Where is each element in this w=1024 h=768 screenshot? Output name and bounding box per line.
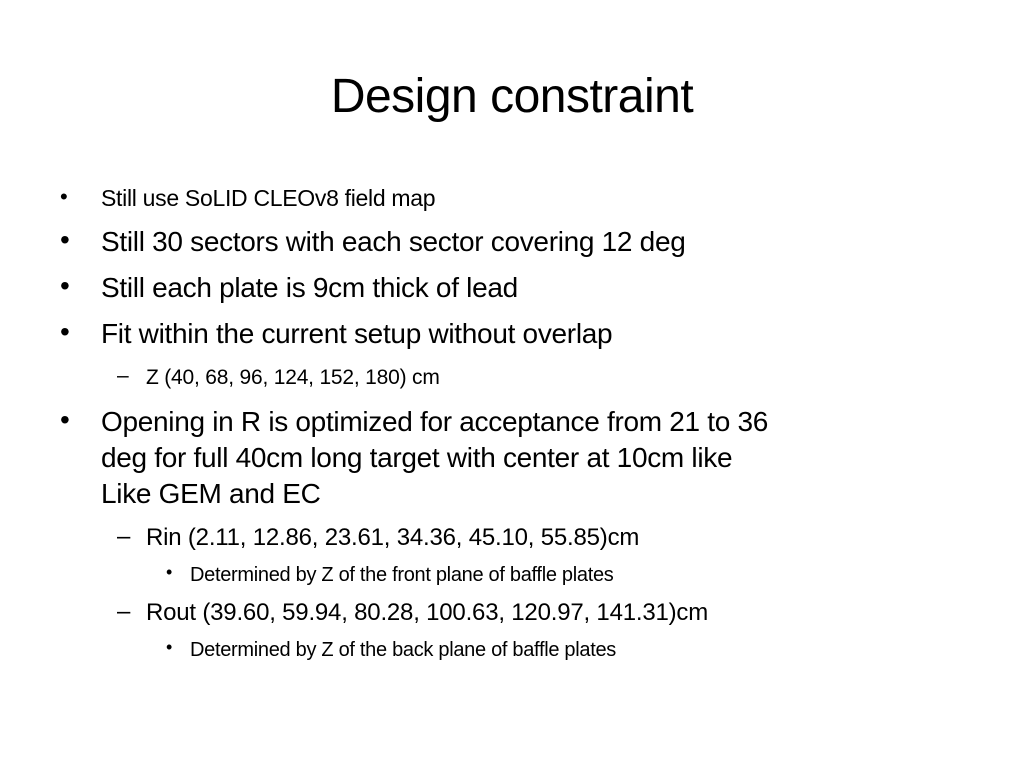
dash-icon: – [117,598,131,625]
bullet-dot-icon: • [60,404,70,435]
dash-icon: – [117,523,131,550]
slide-title: Design constraint [330,70,694,123]
bullet-dot-icon: • [60,184,68,209]
bullet-text-line: Like GEM and EC [101,478,321,509]
bullet-dot-icon: • [60,270,70,301]
bullet-text-line: deg for full 40cm long target with center at 10cm like [101,442,733,473]
bullet-dot-icon: • [166,637,173,657]
sub-sub-bullet-text: Determined by Z of the front plane of baffle plates [190,564,614,586]
bullet-text: Fit within the current setup without overlap [101,318,613,349]
bullet-text: Still each plate is 9cm thick of lead [101,272,518,303]
bullet-dot-icon: • [60,316,70,347]
sub-bullet-text: Z (40, 68, 96, 124, 152, 180) cm [146,366,440,389]
bullet-text: Still use SoLID CLEOv8 field map [101,185,436,211]
dash-icon: – [117,364,129,387]
bullet-dot-icon: • [166,562,173,582]
bullet-dot-icon: • [60,224,70,255]
bullet-text: Still 30 sectors with each sector covering 12 deg [101,226,686,257]
sub-bullet-text: Rout (39.60, 59.94, 80.28, 100.63, 120.97, 141.31)cm [146,599,709,626]
sub-bullet-text: Rin (2.11, 12.86, 23.61, 34.36, 45.10, 55.85)cm [146,524,640,551]
bullet-text-line: Opening in R is optimized for acceptance from 21 to 36 [101,406,769,437]
sub-sub-bullet-text: Determined by Z of the back plane of baffle plates [190,639,617,661]
